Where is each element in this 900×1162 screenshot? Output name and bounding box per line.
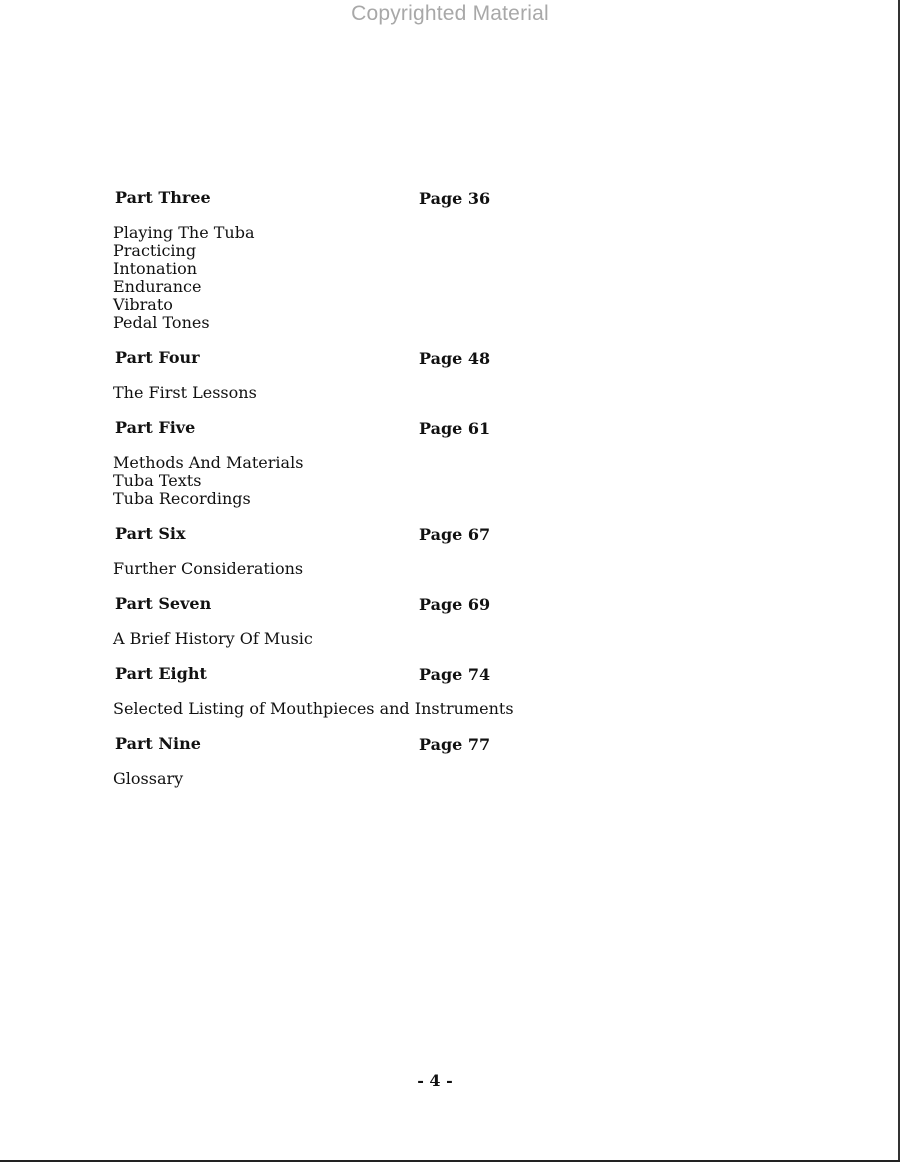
part-page: Page 36 bbox=[419, 189, 491, 208]
toc-item: A Brief History Of Music bbox=[113, 629, 313, 648]
toc-section-part-five bbox=[109, 418, 529, 508]
part-items bbox=[109, 224, 529, 332]
toc-section-part-seven bbox=[109, 594, 529, 648]
toc-item: Vibrato bbox=[113, 295, 173, 314]
toc-item: Practicing bbox=[113, 241, 197, 260]
toc-item: The First Lessons bbox=[113, 383, 257, 402]
toc-part-row bbox=[109, 524, 529, 548]
part-items bbox=[109, 770, 529, 788]
part-items bbox=[109, 560, 529, 578]
toc-item: Endurance bbox=[113, 277, 202, 296]
part-title: Part Six bbox=[115, 524, 186, 543]
toc-item: Methods And Materials bbox=[113, 453, 304, 472]
toc-part-row bbox=[109, 188, 529, 212]
part-title: Part Four bbox=[115, 348, 200, 367]
toc-part-row bbox=[109, 594, 529, 618]
toc-section-part-three bbox=[109, 188, 529, 332]
toc-part-row bbox=[109, 418, 529, 442]
part-page: Page 69 bbox=[419, 595, 491, 614]
toc-part-row bbox=[109, 664, 529, 688]
part-page: Page 61 bbox=[419, 419, 491, 438]
part-items bbox=[109, 700, 529, 718]
toc-part-row bbox=[109, 348, 529, 372]
toc-item: Selected Listing of Mouthpieces and Instruments bbox=[113, 699, 514, 718]
part-title: Part Five bbox=[115, 418, 196, 437]
toc-item: Tuba Texts bbox=[113, 471, 202, 490]
toc-item: Glossary bbox=[113, 769, 184, 788]
part-page: Page 74 bbox=[419, 665, 491, 684]
table-of-contents bbox=[109, 188, 529, 804]
part-page: Page 48 bbox=[419, 349, 491, 368]
page-number: - 4 - bbox=[417, 1071, 453, 1090]
toc-section-part-nine bbox=[109, 734, 529, 788]
part-page: Page 67 bbox=[419, 525, 491, 544]
toc-item: Pedal Tones bbox=[113, 313, 210, 332]
part-items bbox=[109, 454, 529, 508]
part-page: Page 77 bbox=[419, 735, 491, 754]
toc-section-part-eight bbox=[109, 664, 529, 718]
part-title: Part Nine bbox=[115, 734, 201, 753]
toc-item: Playing The Tuba bbox=[113, 223, 255, 242]
toc-section-part-four bbox=[109, 348, 529, 402]
toc-part-row bbox=[109, 734, 529, 758]
toc-section-part-six bbox=[109, 524, 529, 578]
part-items bbox=[109, 384, 529, 402]
part-title: Part Eight bbox=[115, 664, 207, 683]
toc-item: Intonation bbox=[113, 259, 198, 278]
toc-item: Tuba Recordings bbox=[113, 489, 251, 508]
part-title: Part Three bbox=[115, 188, 211, 207]
toc-item: Further Considerations bbox=[113, 559, 304, 578]
watermark-text: Copyrighted Material bbox=[351, 2, 549, 25]
part-title: Part Seven bbox=[115, 594, 212, 613]
part-items bbox=[109, 630, 529, 648]
